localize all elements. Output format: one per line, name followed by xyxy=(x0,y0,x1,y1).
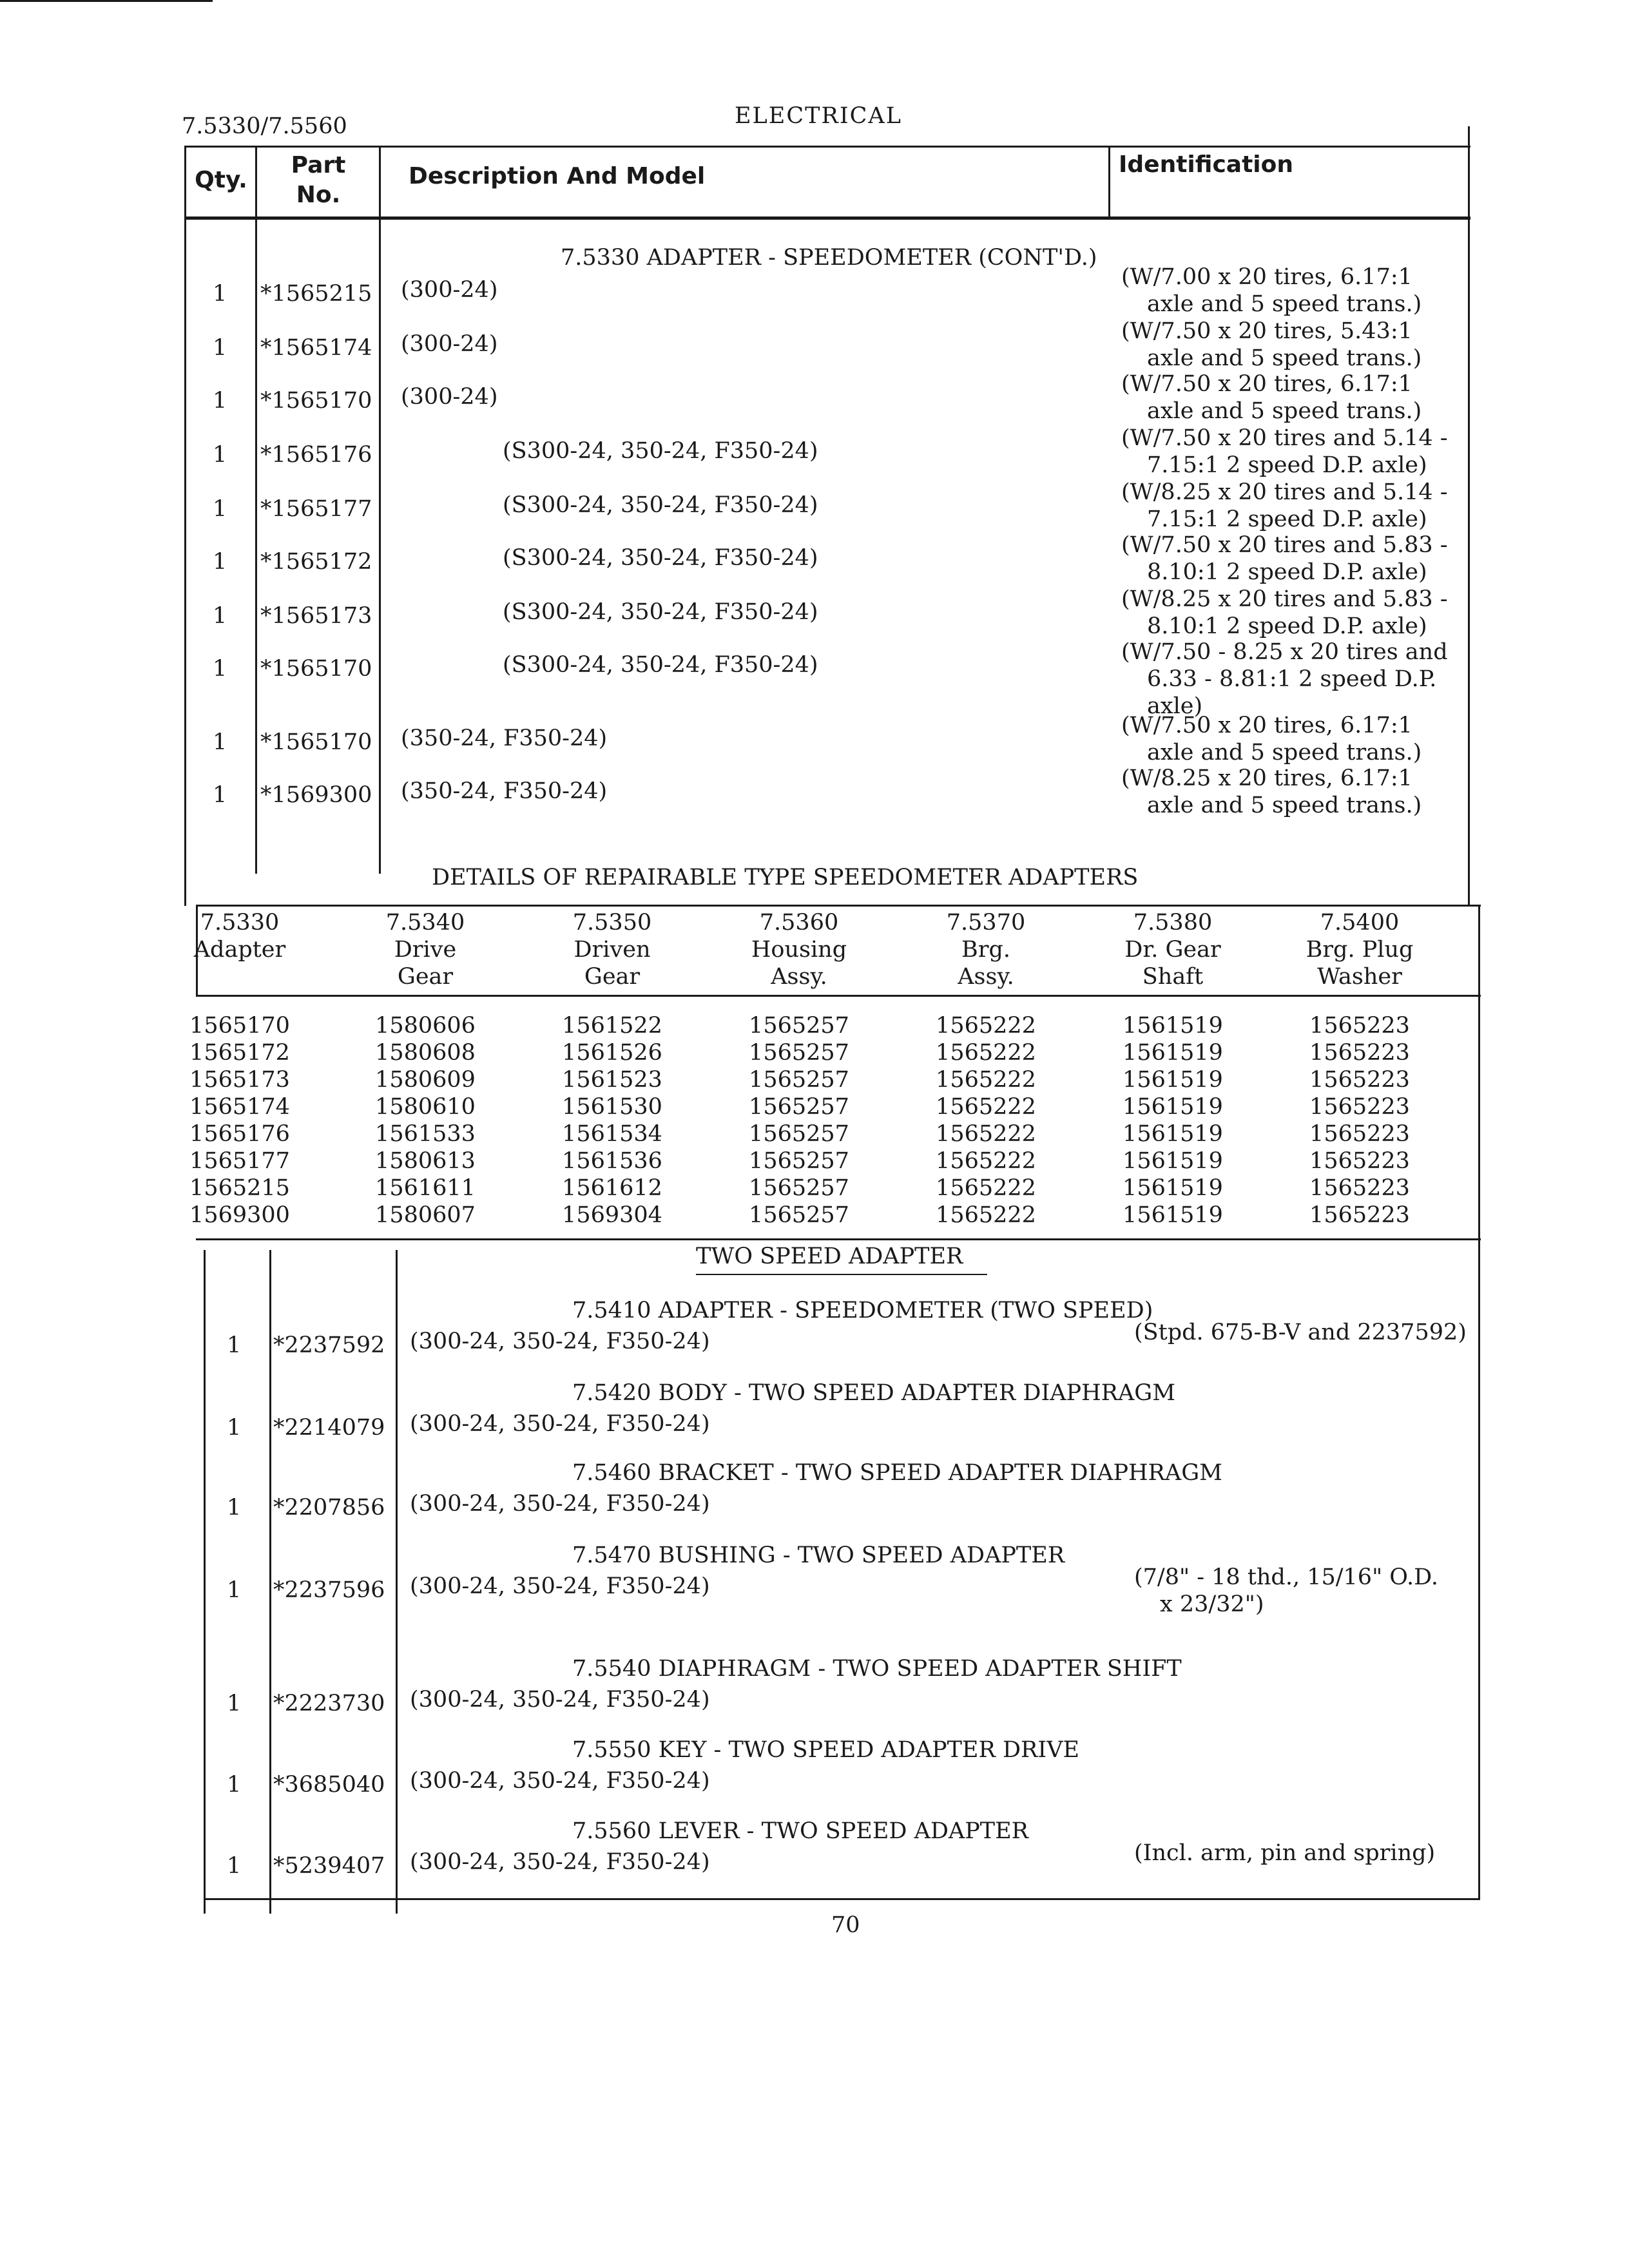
details-cell: 1565223 xyxy=(1309,1094,1410,1120)
row-model: (350-24, F350-24) xyxy=(401,778,608,804)
details-cell: 1561612 xyxy=(562,1175,662,1201)
row-identification: (W/7.50 x 20 tires, 6.17:1 xyxy=(1121,713,1412,738)
details-cell: 1561526 xyxy=(562,1040,662,1066)
details-cell: 1565257 xyxy=(749,1013,849,1039)
item-qty: 1 xyxy=(227,1332,242,1358)
details-cell: 1569300 xyxy=(189,1202,290,1228)
item-model: (300-24, 350-24, F350-24) xyxy=(410,1329,710,1354)
details-cell: 1565257 xyxy=(749,1148,849,1174)
item-qty: 1 xyxy=(227,1415,242,1441)
details-col-header: Gear xyxy=(397,964,454,990)
row-identification: (W/7.50 - 8.25 x 20 tires and xyxy=(1121,639,1448,665)
details-col-header: Drive xyxy=(394,937,457,963)
row-identification: (W/7.50 x 20 tires, 6.17:1 xyxy=(1121,371,1412,397)
details-cell: 1565223 xyxy=(1309,1202,1410,1228)
details-cell: 1565223 xyxy=(1309,1013,1410,1039)
details-col-header: Shaft xyxy=(1142,964,1204,990)
details-cell: 1580606 xyxy=(375,1013,476,1039)
item-model: (300-24, 350-24, F350-24) xyxy=(410,1411,710,1437)
item-identification: (Stpd. 675-B-V and 2237592) xyxy=(1134,1320,1467,1345)
item-heading: 7.5470 BUSHING - TWO SPEED ADAPTER xyxy=(572,1542,1065,1568)
col-header-part-no: Part No. xyxy=(291,152,346,208)
item-qty: 1 xyxy=(227,1495,242,1521)
row-identification: axle and 5 speed trans.) xyxy=(1147,398,1422,424)
details-title: DETAILS OF REPAIRABLE TYPE SPEEDOMETER ADAPTERS xyxy=(432,865,1139,890)
details-cell: 1580608 xyxy=(375,1040,476,1066)
item-qty: 1 xyxy=(227,1577,242,1603)
item-qty: 1 xyxy=(227,1691,242,1716)
details-cell: 1561534 xyxy=(562,1121,662,1147)
row-identification: 6.33 - 8.81:1 2 speed D.P. xyxy=(1147,666,1437,692)
details-cell: 1565223 xyxy=(1309,1175,1410,1201)
row-identification: 7.15:1 2 speed D.P. axle) xyxy=(1147,452,1427,478)
details-cell: 1565222 xyxy=(936,1040,1036,1066)
row-identification: axle and 5 speed trans.) xyxy=(1147,345,1422,371)
details-col-header: 7.5350 xyxy=(572,910,652,936)
details-col-header: Driven xyxy=(574,937,651,963)
page-ref: 7.5330/7.5560 xyxy=(182,113,347,139)
page-section: ELECTRICAL xyxy=(735,103,902,129)
details-col-header: Housing xyxy=(751,937,847,963)
row-part-no: *1569300 xyxy=(260,782,372,808)
item-part-no: *2223730 xyxy=(273,1691,385,1716)
row-identification: (W/7.50 x 20 tires and 5.14 - xyxy=(1121,425,1448,451)
row-part-no: *1565170 xyxy=(260,729,372,755)
details-cell: 1565257 xyxy=(749,1040,849,1066)
details-cell: 1565177 xyxy=(189,1148,290,1174)
details-cell: 1565170 xyxy=(189,1013,290,1039)
details-col-header: Adapter xyxy=(193,937,286,963)
details-cell: 1565257 xyxy=(749,1202,849,1228)
details-cell: 1561536 xyxy=(562,1148,662,1174)
item-model: (300-24, 350-24, F350-24) xyxy=(410,1573,710,1599)
details-col-header: Assy. xyxy=(958,964,1014,990)
row-identification: (W/7.50 x 20 tires, 5.43:1 xyxy=(1121,318,1412,344)
details-cell: 1561611 xyxy=(375,1175,476,1201)
details-cell: 1580613 xyxy=(375,1148,476,1174)
details-cell: 1565172 xyxy=(189,1040,290,1066)
row-identification: (W/8.25 x 20 tires and 5.14 - xyxy=(1121,479,1448,505)
row-identification: axle) xyxy=(1147,693,1203,719)
details-cell: 1565223 xyxy=(1309,1121,1410,1147)
item-heading: 7.5550 KEY - TWO SPEED ADAPTER DRIVE xyxy=(572,1737,1080,1763)
details-cell: 1561522 xyxy=(562,1013,662,1039)
item-part-no: *2237596 xyxy=(273,1577,385,1603)
details-cell: 1561519 xyxy=(1123,1202,1223,1228)
item-heading: 7.5560 LEVER - TWO SPEED ADAPTER xyxy=(572,1818,1028,1844)
row-qty: 1 xyxy=(213,782,227,808)
row-qty: 1 xyxy=(213,549,227,575)
item-heading: 7.5420 BODY - TWO SPEED ADAPTER DIAPHRAGM xyxy=(572,1380,1176,1406)
details-col-header: 7.5340 xyxy=(385,910,465,936)
details-cell: 1561519 xyxy=(1123,1013,1223,1039)
details-cell: 1561533 xyxy=(375,1121,476,1147)
details-cell: 1580607 xyxy=(375,1202,476,1228)
row-qty: 1 xyxy=(213,729,227,755)
details-cell: 1565223 xyxy=(1309,1148,1410,1174)
row-part-no: *1565170 xyxy=(260,656,372,682)
item-identification: (Incl. arm, pin and spring) xyxy=(1134,1840,1436,1866)
row-qty: 1 xyxy=(213,281,227,307)
details-cell: 1565222 xyxy=(936,1175,1036,1201)
details-cell: 1565223 xyxy=(1309,1067,1410,1093)
row-identification: 8.10:1 2 speed D.P. axle) xyxy=(1147,559,1427,585)
details-cell: 1565222 xyxy=(936,1067,1036,1093)
details-cell: 1565222 xyxy=(936,1121,1036,1147)
row-identification: (W/8.25 x 20 tires, 6.17:1 xyxy=(1121,765,1412,791)
two-speed-title: TWO SPEED ADAPTER xyxy=(696,1244,963,1269)
details-cell: 1565222 xyxy=(936,1202,1036,1228)
details-cell: 1565223 xyxy=(1309,1040,1410,1066)
details-cell: 1565173 xyxy=(189,1067,290,1093)
details-cell: 1565257 xyxy=(749,1121,849,1147)
row-model: (S300-24, 350-24, F350-24) xyxy=(503,438,818,464)
details-cell: 1565174 xyxy=(189,1094,290,1120)
details-cell: 1580609 xyxy=(375,1067,476,1093)
details-cell: 1561519 xyxy=(1123,1067,1223,1093)
details-cell: 1580610 xyxy=(375,1094,476,1120)
item-model: (300-24, 350-24, F350-24) xyxy=(410,1849,710,1875)
row-model: (300-24) xyxy=(401,384,498,410)
row-model: (350-24, F350-24) xyxy=(401,726,608,751)
details-cell: 1565257 xyxy=(749,1175,849,1201)
row-identification: (W/7.00 x 20 tires, 6.17:1 xyxy=(1121,264,1412,290)
scan-mark xyxy=(0,0,213,2)
details-cell: 1561519 xyxy=(1123,1175,1223,1201)
row-part-no: *1565215 xyxy=(260,281,372,307)
row-model: (S300-24, 350-24, F350-24) xyxy=(503,545,818,571)
row-model: (300-24) xyxy=(401,331,498,357)
item-identification: (7/8" - 18 thd., 15/16" O.D. xyxy=(1134,1564,1439,1590)
row-identification: axle and 5 speed trans.) xyxy=(1147,740,1422,765)
item-heading: 7.5540 DIAPHRAGM - TWO SPEED ADAPTER SHIFT xyxy=(572,1656,1182,1682)
item-heading: 7.5460 BRACKET - TWO SPEED ADAPTER DIAPHRAGM xyxy=(572,1460,1222,1486)
item-heading: 7.5410 ADAPTER - SPEEDOMETER (TWO SPEED) xyxy=(572,1298,1153,1323)
row-qty: 1 xyxy=(213,442,227,468)
item-identification: x 23/32") xyxy=(1160,1591,1264,1617)
row-qty: 1 xyxy=(213,388,227,414)
section-title: 7.5330 ADAPTER - SPEEDOMETER (CONT'D.) xyxy=(561,245,1097,271)
details-cell: 1565257 xyxy=(749,1094,849,1120)
item-part-no: *2207856 xyxy=(273,1495,385,1521)
item-qty: 1 xyxy=(227,1853,242,1879)
row-identification: axle and 5 speed trans.) xyxy=(1147,793,1422,818)
details-col-header: 7.5330 xyxy=(200,910,280,936)
row-part-no: *1565170 xyxy=(260,388,372,414)
details-col-header: 7.5370 xyxy=(946,910,1026,936)
details-col-header: Brg. Plug xyxy=(1306,937,1414,963)
details-col-header: 7.5380 xyxy=(1133,910,1213,936)
details-cell: 1565257 xyxy=(749,1067,849,1093)
item-qty: 1 xyxy=(227,1772,242,1798)
page-number: 70 xyxy=(831,1912,860,1938)
col-header-identification: Identification xyxy=(1119,151,1293,178)
row-identification: (W/8.25 x 20 tires and 5.83 - xyxy=(1121,586,1448,612)
item-part-no: *3685040 xyxy=(273,1772,385,1798)
details-cell: 1565222 xyxy=(936,1013,1036,1039)
details-cell: 1569304 xyxy=(562,1202,662,1228)
details-cell: 1565176 xyxy=(189,1121,290,1147)
details-col-header: Washer xyxy=(1317,964,1402,990)
details-cell: 1561523 xyxy=(562,1067,662,1093)
details-col-header: 7.5400 xyxy=(1320,910,1400,936)
details-cell: 1561519 xyxy=(1123,1148,1223,1174)
row-model: (300-24) xyxy=(401,277,498,303)
details-col-header: Gear xyxy=(584,964,641,990)
row-part-no: *1565174 xyxy=(260,335,372,361)
row-qty: 1 xyxy=(213,335,227,361)
row-identification: 7.15:1 2 speed D.P. axle) xyxy=(1147,506,1427,532)
item-model: (300-24, 350-24, F350-24) xyxy=(410,1768,710,1794)
row-part-no: *1565173 xyxy=(260,603,372,629)
details-cell: 1561519 xyxy=(1123,1040,1223,1066)
col-header-description: Description And Model xyxy=(409,163,706,189)
row-part-no: *1565172 xyxy=(260,549,372,575)
item-part-no: *2237592 xyxy=(273,1332,385,1358)
row-qty: 1 xyxy=(213,656,227,682)
row-model: (S300-24, 350-24, F350-24) xyxy=(503,599,818,625)
row-part-no: *1565177 xyxy=(260,496,372,522)
details-col-header: Brg. xyxy=(961,937,1010,963)
item-part-no: *2214079 xyxy=(273,1415,385,1441)
row-model: (S300-24, 350-24, F350-24) xyxy=(503,652,818,678)
details-col-header: 7.5360 xyxy=(759,910,839,936)
details-cell: 1561519 xyxy=(1123,1121,1223,1147)
row-qty: 1 xyxy=(213,603,227,629)
row-qty: 1 xyxy=(213,496,227,522)
details-cell: 1565222 xyxy=(936,1148,1036,1174)
row-identification: (W/7.50 x 20 tires and 5.83 - xyxy=(1121,532,1448,558)
item-model: (300-24, 350-24, F350-24) xyxy=(410,1491,710,1517)
details-cell: 1565222 xyxy=(936,1094,1036,1120)
item-part-no: *5239407 xyxy=(273,1853,385,1879)
row-identification: axle and 5 speed trans.) xyxy=(1147,291,1422,317)
row-model: (S300-24, 350-24, F350-24) xyxy=(503,492,818,518)
details-cell: 1565215 xyxy=(189,1175,290,1201)
details-col-header: Assy. xyxy=(771,964,827,990)
details-col-header: Dr. Gear xyxy=(1124,937,1221,963)
details-cell: 1561519 xyxy=(1123,1094,1223,1120)
row-identification: 8.10:1 2 speed D.P. axle) xyxy=(1147,613,1427,639)
row-part-no: *1565176 xyxy=(260,442,372,468)
details-cell: 1561530 xyxy=(562,1094,662,1120)
item-model: (300-24, 350-24, F350-24) xyxy=(410,1687,710,1713)
col-header-qty: Qty. xyxy=(195,167,247,193)
